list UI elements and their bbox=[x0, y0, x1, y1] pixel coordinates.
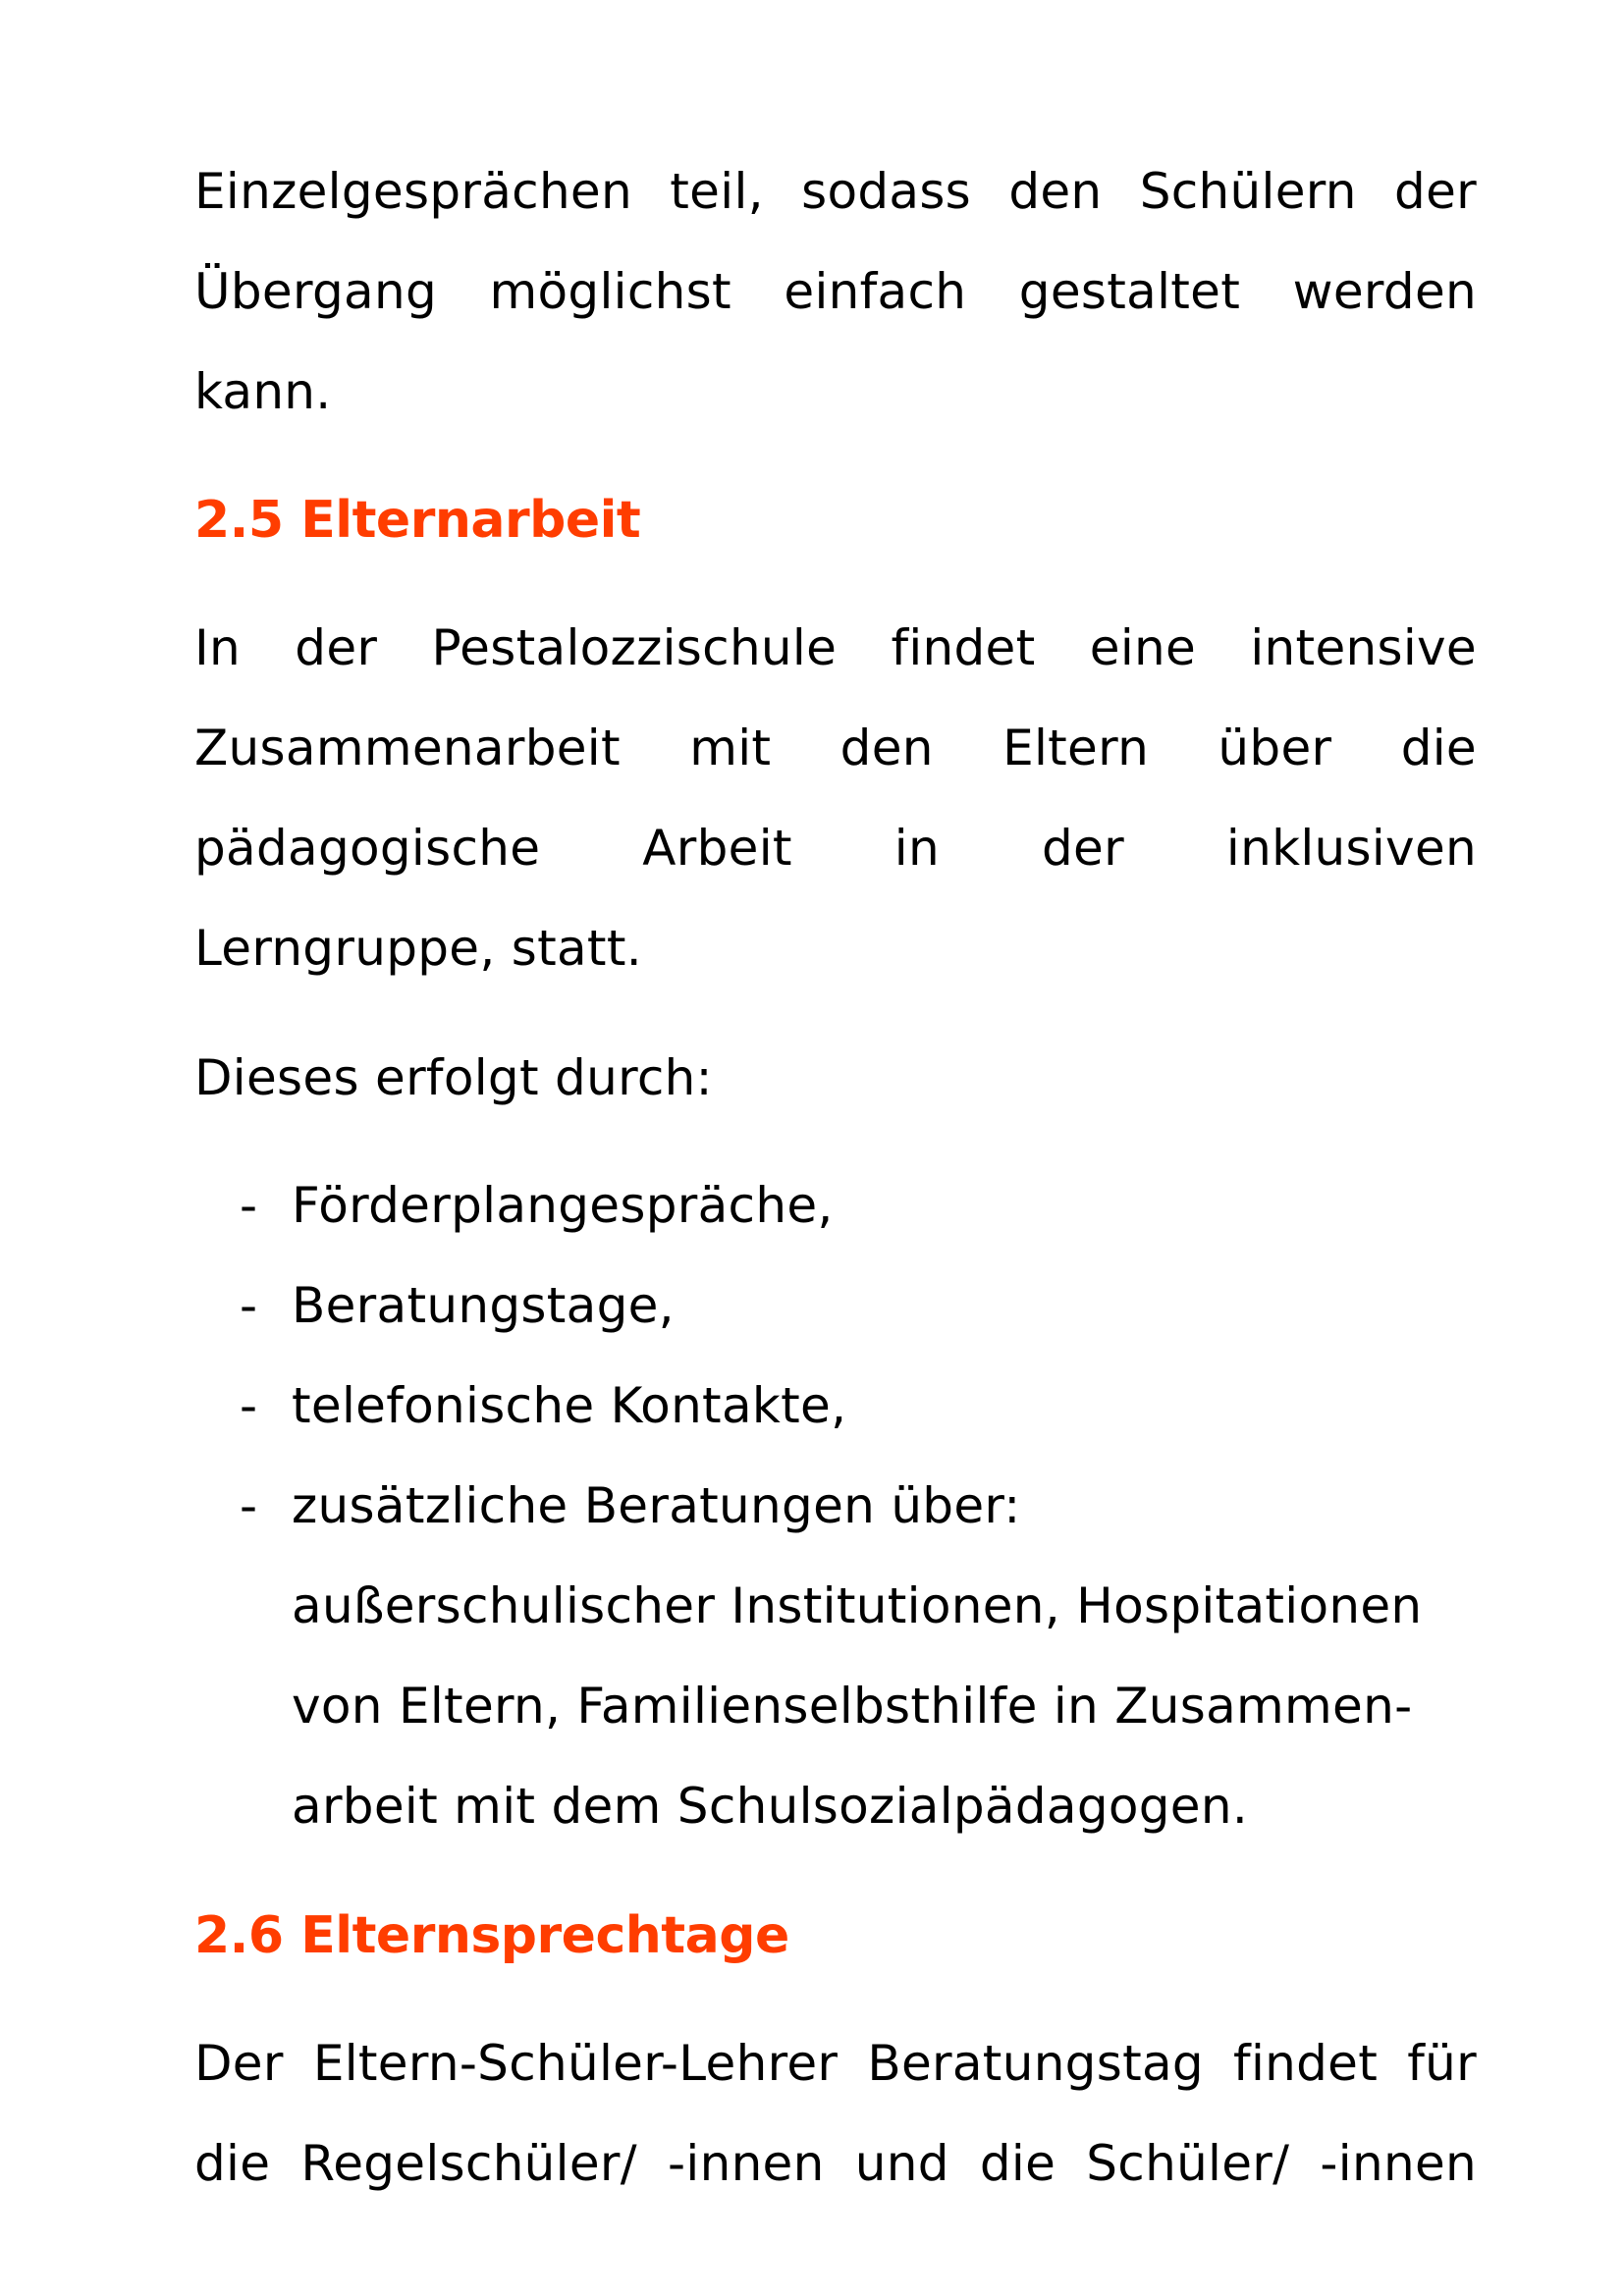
paragraph-line: Einzelgesprächen teil, sodass den Schülern der bbox=[194, 163, 1477, 220]
paragraph-line: Der Eltern-Schüler-Lehrer Beratungstag findet für bbox=[194, 2035, 1477, 2092]
paragraph-line: kann. bbox=[194, 363, 332, 420]
list-item-text: Beratungstage, bbox=[292, 1277, 675, 1334]
section-heading-2-5: 2.5 Elternarbeit bbox=[194, 491, 641, 550]
section-heading-2-6: 2.6 Elternsprechtage bbox=[194, 1906, 789, 1965]
list-item-text: Förderplangespräche, bbox=[292, 1177, 834, 1234]
list-item-text: zusätzliche Beratungen über: bbox=[292, 1477, 1021, 1534]
list-item-continuation: außerschulischer Institutionen, Hospitationen bbox=[292, 1577, 1423, 1634]
list-item-continuation: arbeit mit dem Schulsozialpädagogen. bbox=[292, 1778, 1249, 1835]
list-item-continuation: von Eltern, Familienselbsthilfe in Zusammen- bbox=[292, 1678, 1413, 1735]
bullet-dash: - bbox=[240, 1477, 258, 1534]
bullet-dash: - bbox=[240, 1377, 258, 1434]
bullet-dash: - bbox=[240, 1177, 258, 1234]
paragraph-line: die Regelschüler/ -innen und die Schüler/ -innen bbox=[194, 2135, 1477, 2192]
paragraph-line: In der Pestalozzischule findet eine intensive bbox=[194, 619, 1477, 676]
paragraph-line: Lerngruppe, statt. bbox=[194, 920, 642, 977]
paragraph-line: pädagogische Arbeit in der inklusiven bbox=[194, 820, 1477, 877]
list-intro: Dieses erfolgt durch: bbox=[194, 1049, 713, 1106]
bullet-dash: - bbox=[240, 1277, 258, 1334]
list-item-text: telefonische Kontakte, bbox=[292, 1377, 847, 1434]
paragraph-line: Übergang möglichst einfach gestaltet werden bbox=[194, 263, 1477, 320]
paragraph-line: Zusammenarbeit mit den Eltern über die bbox=[194, 720, 1477, 776]
